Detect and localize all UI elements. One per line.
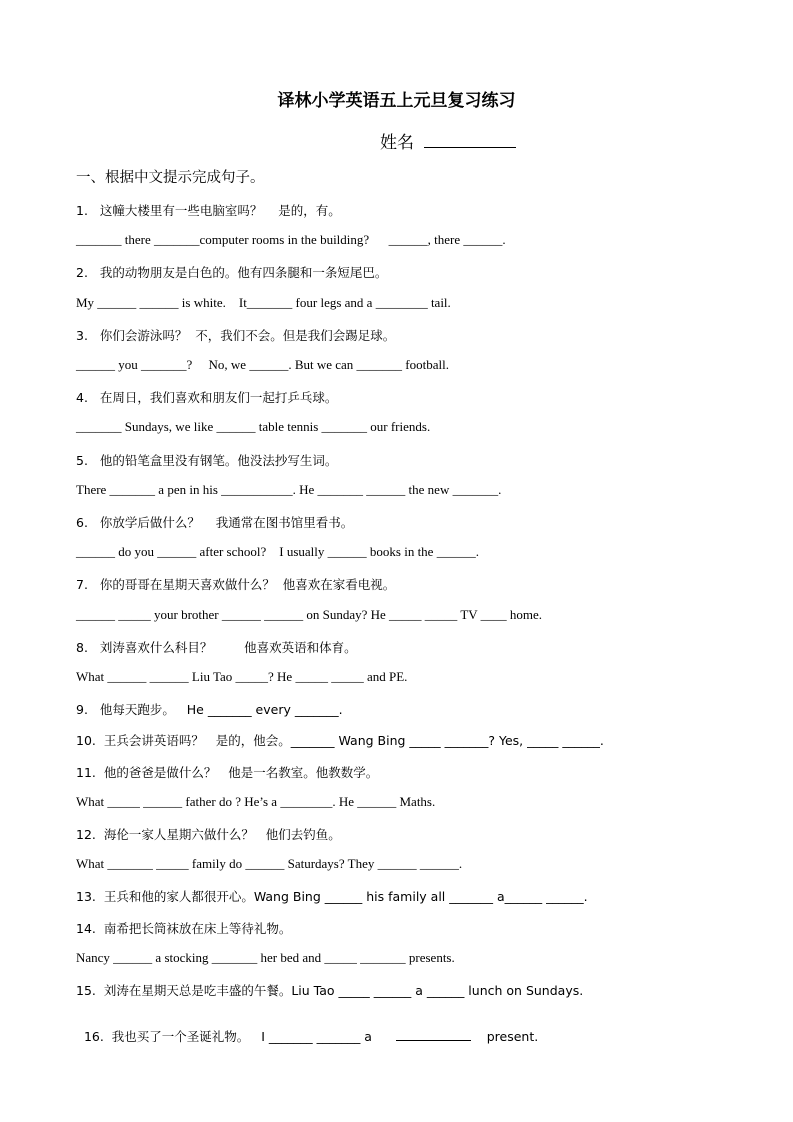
name-blank[interactable] xyxy=(424,131,516,148)
exercise-line: 14. 南希把长筒袜放在床上等待礼物。 xyxy=(76,920,292,936)
exercise-line: ______ you _______? No, we ______. But we can _______ football. xyxy=(76,357,449,372)
line16-suffix: present. xyxy=(486,1029,539,1045)
exercise-line: 11. 他的爸爸是做什么？ 他是一名教室。他教数学。 xyxy=(76,764,379,780)
exercise-line: 2. 我的动物朋友是白色的。他有四条腿和一条短尾巴。 xyxy=(76,265,388,281)
exercise-line: _______ Sundays, we like ______ table tennis _______ our friends. xyxy=(76,419,431,435)
exercise-line: Nancy ______ a stocking _______ her bed and _____ _______ presents. xyxy=(76,949,455,965)
exercise-line: 6. 你放学后做什么？ 我通常在图书馆里看书。 xyxy=(76,515,354,530)
name-label: 姓名 xyxy=(380,133,414,153)
page-title: 译林小学英语五上元旦复习练习 xyxy=(277,91,516,111)
exercise-line: What ______ ______ Liu Tao _____? He _____ _____ and PE. xyxy=(76,669,408,684)
exercise-line: 13. 王兵和他的家人都很开心。Wang Bing ______ his family all _______ a______ ______. xyxy=(76,889,588,905)
exercise-line: 15. 刘涛在星期天总是吃丰盛的午餐。Liu Tao _____ ______ a ______ lunch on Sundays. xyxy=(76,983,584,998)
exercise-line: _______ there _______computer rooms in the building? ______, there ______. xyxy=(76,232,506,248)
exercise-line: 3. 你们会游泳吗？ 不，我们不会。但是我们会踢足球。 xyxy=(76,327,396,343)
exercise-line: What _______ _____ family do ______ Saturdays? They ______ ______. xyxy=(76,856,463,872)
exercise-line: 7. 你的哥哥在星期天喜欢做什么？ 他喜欢在家看电视。 xyxy=(76,577,396,593)
exercise-line: 1. 这幢大楼里有一些电脑室吗？ 是的，有。 xyxy=(76,203,341,218)
name-field xyxy=(380,128,516,153)
exercise-line: ______ _____ your brother ______ ______ on Sunday? He _____ _____ TV ____ home. xyxy=(76,606,543,622)
exercise-line-16 xyxy=(76,1012,538,1045)
exercise-line: 4. 在周日，我们喜欢和朋友们一起打乒乓球。 xyxy=(76,390,338,406)
exercise-line: 10. 王兵会讲英语吗？ 是的，他会。_______ Wang Bing _____ _______? Yes, _____ ______. xyxy=(76,733,604,749)
exercise-line: ______ do you ______ after school? I usually ______ books in the ______. xyxy=(76,544,479,560)
exercise-line: 9. 他每天跑步。 He _______ every _______. xyxy=(76,702,343,718)
exercise-line: There _______ a pen in his ___________. He _______ ______ the new _______. xyxy=(76,481,502,497)
section-heading: 一、根据中文提示完成句子。 xyxy=(76,170,265,186)
exercise-line: 5. 他的铅笔盒里没有钢笔。他没法抄写生词。 xyxy=(76,452,338,468)
exercise-line: 8. 刘涛喜欢什么科目？ 他喜欢英语和体育。 xyxy=(76,639,357,655)
exercise-line: My ______ ______ is white. It_______ four legs and a ________ tail. xyxy=(76,294,451,310)
line16-prefix: 16. 我也买了一个圣诞礼物。 I _______ _______ a xyxy=(83,1029,372,1045)
exercise-line: 12. 海伦一家人星期六做什么？ 他们去钓鱼。 xyxy=(76,827,341,842)
answer-blank[interactable] xyxy=(396,1029,471,1041)
exercise-line: What _____ ______ father do ? He’s a ________. He ______ Maths. xyxy=(76,793,436,809)
